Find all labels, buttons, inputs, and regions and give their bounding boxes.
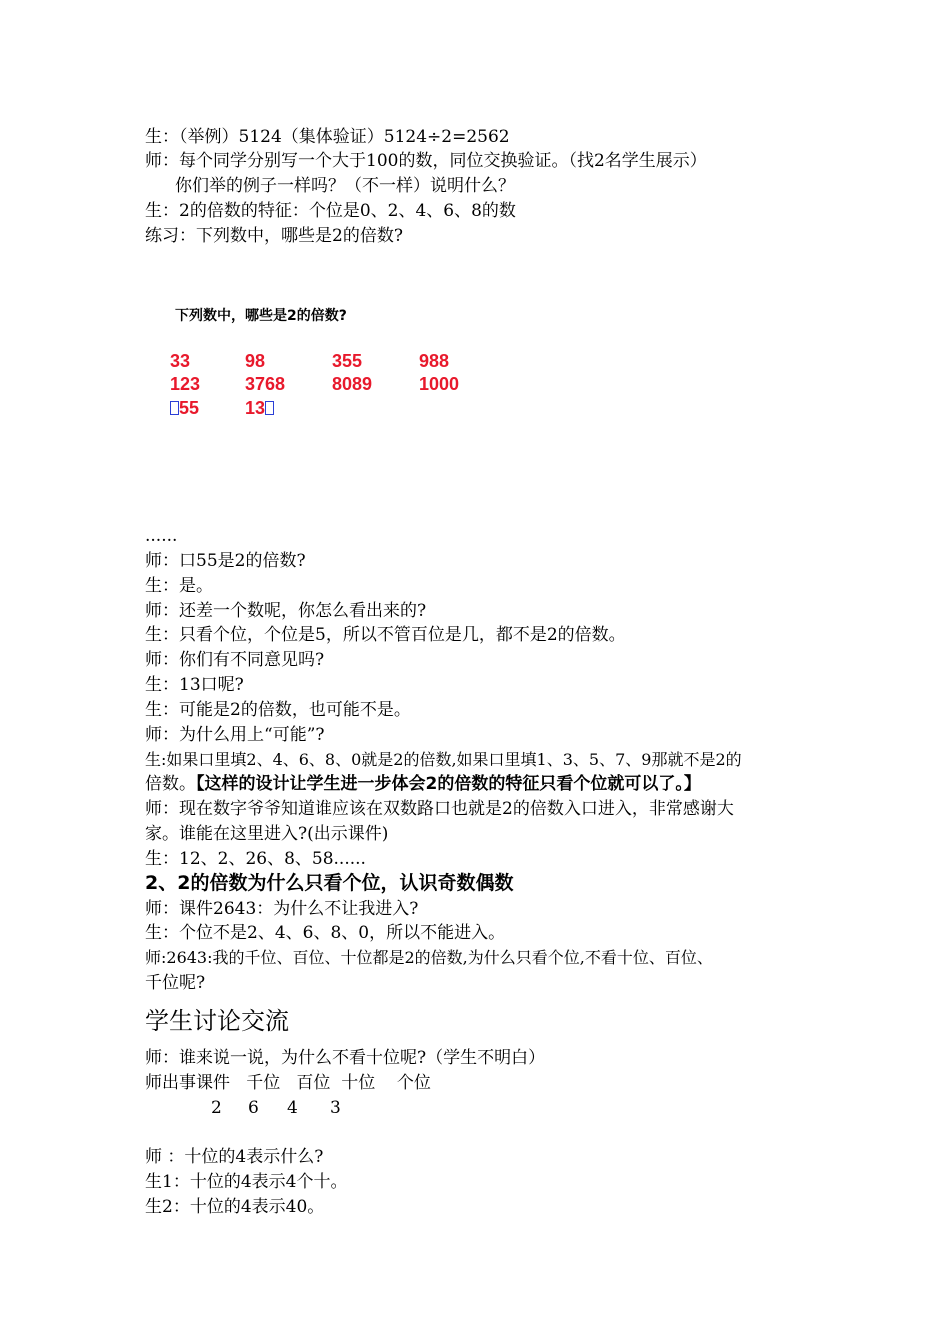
slide-number: 98	[245, 351, 266, 371]
text-line: 练习：下列数中，哪些是2的倍数?	[145, 226, 403, 246]
text-line: 师：课件2643：为什么不让我进入?	[145, 899, 419, 919]
place-value-digit: 4	[287, 1098, 298, 1118]
slide-number: 988	[419, 351, 450, 371]
place-value-digit: 2	[211, 1098, 222, 1118]
text-line: 师 ：十位的4表示什么?	[145, 1147, 324, 1167]
text-line: 生：2的倍数的特征：个位是0、2、4、6、8的数	[145, 201, 516, 221]
text-line: 生：（举例）5124（集体验证）5124÷2=2562	[145, 127, 510, 147]
text-line: 师出事课件 千位 百位 十位 个位	[145, 1073, 431, 1093]
slide-number-digits: 55	[179, 398, 200, 418]
text-line: 生：只看个位，个位是5，所以不管百位是几，都不是2的倍数。	[145, 625, 626, 645]
text-line: 生2：十位的4表示40。	[145, 1197, 325, 1217]
text-line: 家。谁能在这里进入?(出示课件)	[145, 824, 389, 844]
large-text-line: 学生讨论交流	[145, 1007, 289, 1035]
slide-number: 8089	[332, 374, 373, 394]
text-span: 倍数。	[145, 774, 196, 794]
text-line: ......	[145, 526, 178, 546]
text-line: 师:2643:我的千位、百位、十位都是2的倍数,为什么只看个位,不看十位、百位、	[145, 948, 713, 967]
text-line: 师：口55是2的倍数?	[145, 551, 306, 571]
text-line: 师：为什么用上“可能”?	[145, 725, 325, 745]
slide-number: 355	[332, 351, 363, 371]
design-note: 【这样的设计让学生进一步体会2的倍数的特征只看个位就可以了。】	[196, 774, 701, 794]
slide-number: 3768	[245, 374, 286, 394]
slide-number: 33	[170, 351, 191, 371]
section-heading: 2、2的倍数为什么只看个位，认识奇数偶数	[145, 872, 514, 894]
text-line: 千位呢?	[145, 973, 206, 993]
blank-box-icon	[170, 401, 179, 415]
slide-number-blank-ones	[245, 397, 274, 419]
text-line: 师：还差一个数呢，你怎么看出来的?	[145, 601, 427, 621]
blank-box-icon	[265, 401, 274, 415]
place-value-digit: 6	[248, 1098, 259, 1118]
text-line: 师：现在数字爷爷知道谁应该在双数路口也就是2的倍数入口进入，非常感谢大	[145, 799, 734, 819]
text-line: 生:如果口里填2、4、6、8、0就是2的倍数,如果口里填1、3、5、7、9那就不是2的	[145, 750, 742, 769]
text-line: 师：每个同学分别写一个大于100的数，同位交换验证。（找2名学生展示）	[145, 151, 707, 171]
text-line: 你们举的例子一样吗？（不一样）说明什么？	[175, 176, 515, 196]
text-line: 生：可能是2的倍数，也可能不是。	[145, 700, 411, 720]
slide-number: 1000	[419, 374, 460, 394]
text-line-with-note	[145, 772, 701, 796]
place-value-digit: 3	[330, 1098, 341, 1118]
slide-number-digits: 13	[245, 398, 266, 418]
text-line: 生：是。	[145, 576, 213, 596]
text-line: 生：个位不是2、4、6、8、0，所以不能进入。	[145, 923, 506, 943]
text-line: 生：12、2、26、8、58......	[145, 849, 366, 869]
text-line: 师：谁来说一说，为什么不看十位呢?（学生不明白）	[145, 1048, 546, 1068]
text-line: 生1：十位的4表示4个十。	[145, 1172, 348, 1192]
text-line: 师：你们有不同意见吗?	[145, 650, 325, 670]
slide-title: 下列数中，哪些是2的倍数?	[175, 308, 347, 324]
slide-number-blank-hundreds	[170, 397, 199, 419]
slide-number: 123	[170, 374, 201, 394]
text-line: 生：13口呢?	[145, 675, 244, 695]
